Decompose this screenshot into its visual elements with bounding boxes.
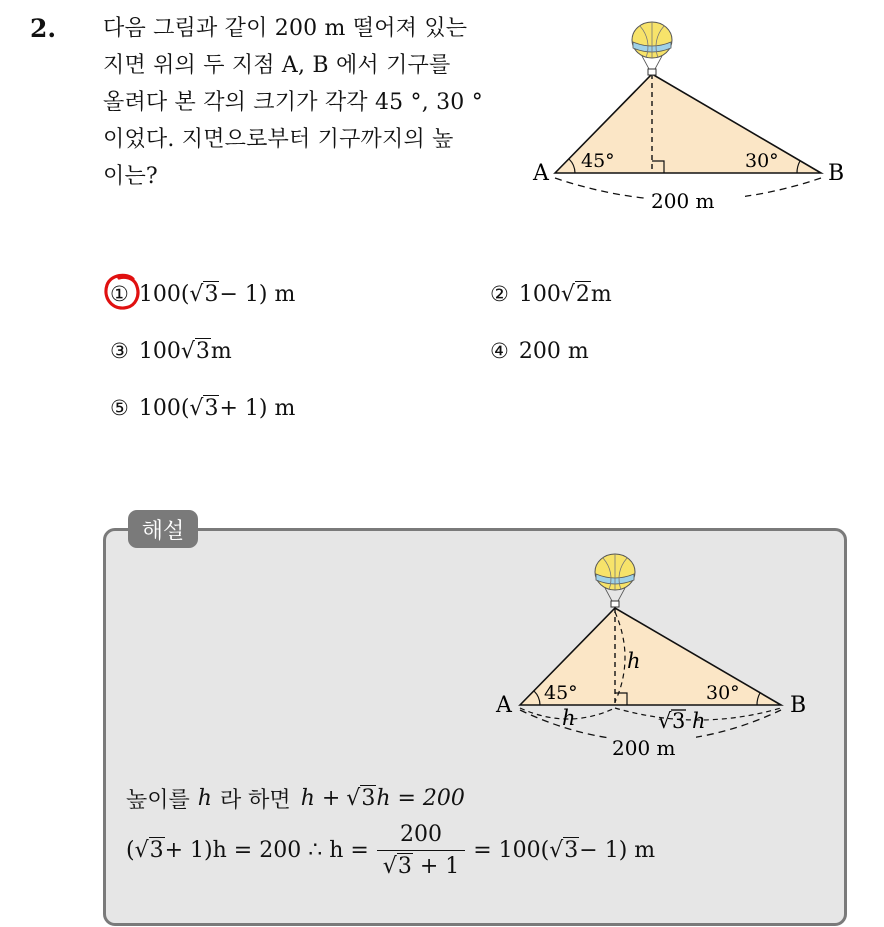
choice-text: 200 m: [518, 339, 589, 364]
balloon-icon: [595, 554, 635, 607]
variable: h: [692, 709, 706, 733]
variable: h: [197, 786, 212, 811]
solution-line-1: [126, 783, 465, 814]
text: (: [126, 838, 135, 863]
numerator: 200: [400, 822, 443, 847]
question-line: 이었다. 지면으로부터 기구까지의 높: [103, 127, 454, 152]
choice-4[interactable]: [490, 339, 589, 364]
choice-text: 100: [518, 282, 561, 307]
height-label: h: [627, 649, 641, 673]
balloon-icon: [632, 22, 672, 75]
sqrt: √2: [560, 282, 590, 307]
question-text: [103, 10, 523, 195]
text: + 1: [412, 854, 460, 879]
point-a-label: A: [496, 693, 512, 718]
fraction: [377, 822, 465, 879]
radicand: 3: [564, 838, 579, 863]
sqrt: √3: [189, 282, 219, 307]
equation: h = 200: [376, 786, 465, 811]
point-a-label: A: [533, 161, 549, 186]
point-b-label: B: [828, 161, 845, 186]
right-segment-label: [658, 709, 706, 733]
choice-mark: ④: [490, 339, 509, 363]
choice-2[interactable]: [490, 282, 612, 307]
equation: + 1)h = 200 ∴ h =: [164, 838, 369, 863]
text: − 1) m: [579, 838, 656, 863]
solution-line-2: [126, 822, 655, 879]
radicand: 3: [149, 838, 164, 863]
radicand: 3: [204, 282, 219, 307]
choice-5[interactable]: [110, 396, 295, 421]
radicand: 2: [575, 282, 590, 307]
text: 높이를: [126, 788, 190, 813]
sqrt: √3: [189, 396, 219, 421]
angle-b-label: 30°: [745, 150, 779, 172]
denominator: √3 + 1: [377, 850, 465, 879]
sqrt: √3: [346, 786, 376, 811]
radicand: 3: [195, 339, 210, 364]
point-b-label: B: [790, 693, 807, 718]
sqrt: √3: [180, 339, 210, 364]
choice-mark: ②: [490, 282, 509, 306]
choice-text: 100(: [138, 396, 190, 421]
balloon-figure: [525, 18, 855, 218]
radicand: 3: [361, 786, 376, 811]
choice-3[interactable]: [110, 339, 232, 364]
choice-text: m: [590, 282, 612, 307]
svg-text:√: √: [658, 709, 672, 733]
radicand: 3: [204, 396, 219, 421]
question-line: 다음 그림과 같이 200 m 떨어져 있는: [103, 16, 468, 41]
equation: = 100(: [473, 838, 550, 863]
question-line: 이는?: [103, 164, 158, 189]
choice-text: 100: [138, 339, 181, 364]
angle-a-label: 45°: [544, 682, 578, 704]
radicand: 3: [672, 709, 686, 733]
choice-mark: ⑤: [110, 396, 129, 420]
choice-mark: ①: [110, 282, 129, 306]
choice-mark: ③: [110, 339, 129, 363]
equation: h +: [300, 786, 341, 811]
left-segment-label: h: [562, 706, 576, 730]
choice-text: m: [210, 339, 232, 364]
solution-figure: [490, 550, 820, 765]
distance-label: 200 m: [612, 736, 676, 760]
angle-a-label: 45°: [581, 150, 615, 172]
choice-1[interactable]: [110, 282, 295, 307]
text: 라 하면: [219, 788, 291, 813]
question-number: 2.: [30, 14, 57, 43]
angle-b-label: 30°: [706, 682, 740, 704]
question-line: 올려다 본 각의 크기가 각각 45 °, 30 °: [103, 90, 483, 115]
sqrt: √3: [134, 838, 164, 863]
choice-text: 100(: [138, 282, 190, 307]
solution-tag: 해설: [128, 510, 198, 548]
sqrt: √3: [549, 838, 579, 863]
radicand: 3: [397, 854, 412, 879]
distance-label: 200 m: [651, 189, 715, 213]
choice-text: + 1) m: [219, 396, 296, 421]
choice-text: − 1) m: [219, 282, 296, 307]
question-line: 지면 위의 두 지점 A, B 에서 기구를: [103, 53, 451, 78]
